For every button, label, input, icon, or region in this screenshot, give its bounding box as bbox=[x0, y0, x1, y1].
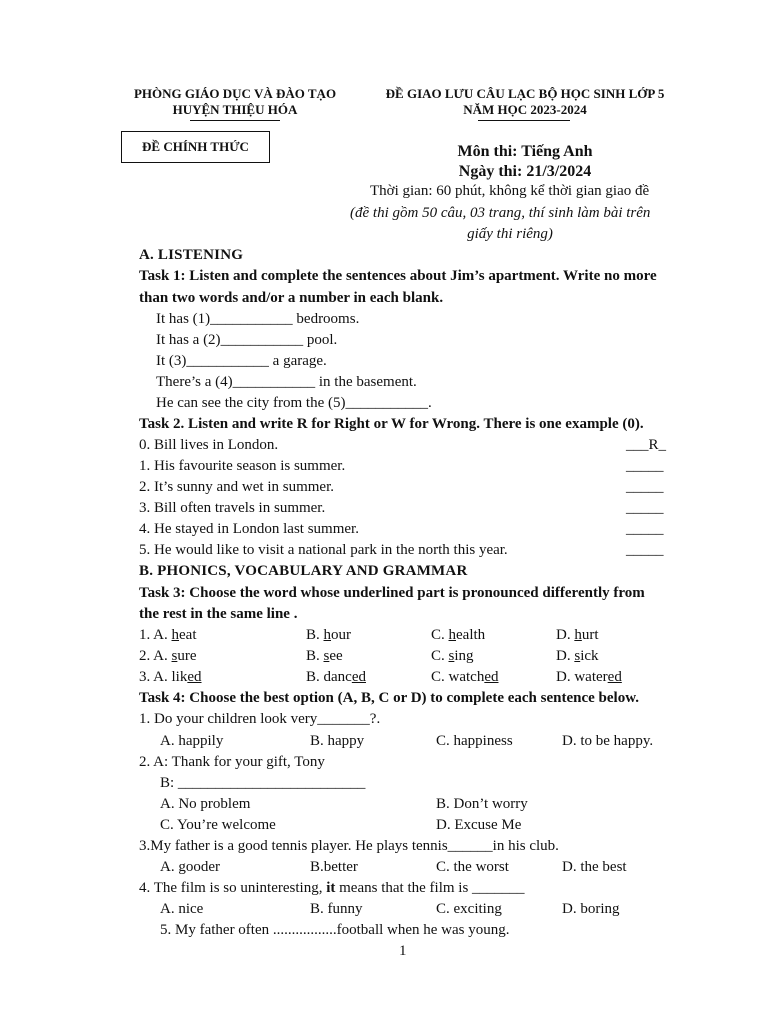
task4-q2-b-line: B: _________________________ bbox=[160, 775, 366, 791]
task2-item-3: 3. Bill often travels in summer. bbox=[139, 500, 326, 516]
task3-q2-option-b: B. see bbox=[306, 648, 343, 664]
task1-item-5: He can see the city from the (5)___________. bbox=[156, 395, 432, 411]
task4-q4-option-d: D. boring bbox=[562, 901, 620, 917]
dept-name: PHÒNG GIÁO DỤC VÀ ĐÀO TẠO bbox=[133, 86, 337, 101]
header-right-underline bbox=[478, 120, 570, 121]
task2-answer-1: _____ bbox=[626, 458, 664, 474]
task2-answer-2: _____ bbox=[626, 479, 664, 495]
task4-q2-option-b: B. Don’t worry bbox=[436, 796, 528, 812]
task2-item-2: 2. It’s sunny and wet in summer. bbox=[139, 479, 334, 495]
task4-q1-option-a: A. happily bbox=[160, 733, 224, 749]
task4-q2-option-a: A. No problem bbox=[160, 796, 251, 812]
task3-q1-option-a: 1. A. heat bbox=[139, 627, 197, 643]
task4-q3-option-a: A. gooder bbox=[160, 859, 220, 875]
task2-answer-4: _____ bbox=[626, 521, 664, 537]
task4-q3: 3.My father is a good tennis player. He plays tennis______in his club. bbox=[139, 838, 559, 854]
task3-q2-option-c: C. sing bbox=[431, 648, 474, 664]
task3-q1-option-c: C. health bbox=[431, 627, 486, 643]
section-b-title: B. PHONICS, VOCABULARY AND GRAMMAR bbox=[139, 563, 468, 579]
task2-answer-0: ___R_ bbox=[626, 437, 667, 453]
exam-date: Ngày thi: 21/3/2024 bbox=[458, 163, 592, 180]
task4-q1-option-c: C. happiness bbox=[436, 733, 513, 749]
exam-note-1: (đề thi gồm 50 câu, 03 trang, thí sinh làm bài trên bbox=[350, 205, 651, 221]
official-exam-box bbox=[121, 131, 270, 163]
exam-note-2: giấy thi riêng) bbox=[467, 226, 553, 242]
page-number: 1 bbox=[399, 943, 407, 959]
task2-answer-3: _____ bbox=[626, 500, 664, 516]
district-name: HUYỆN THIỆU HÓA bbox=[172, 102, 298, 117]
task3-q1-option-b: B. hour bbox=[306, 627, 352, 643]
task4-q1: 1. Do your children look very_______?. bbox=[139, 711, 381, 727]
task1-instruction-line1: Task 1: Listen and complete the sentences about Jim’s apartment. Write no more bbox=[139, 268, 657, 284]
section-a-title: A. LISTENING bbox=[139, 247, 244, 263]
task2-item-1: 1. His favourite season is summer. bbox=[139, 458, 346, 474]
task4-q4-option-c: C. exciting bbox=[436, 901, 502, 917]
task1-item-3: It (3)___________ a garage. bbox=[156, 353, 327, 369]
task4-q5: 5. My father often .................football when he was young. bbox=[160, 922, 510, 938]
task4-q4-option-a: A. nice bbox=[160, 901, 204, 917]
subject: Môn thi: Tiếng Anh bbox=[457, 143, 593, 160]
task2-instruction: Task 2. Listen and write R for Right or W for Wrong. There is one example (0). bbox=[139, 416, 644, 432]
school-year: NĂM HỌC 2023-2024 bbox=[463, 102, 587, 117]
task4-q4: 4. The film is so uninteresting, it means that the film is _______ bbox=[139, 880, 525, 896]
task2-item-4: 4. He stayed in London last summer. bbox=[139, 521, 359, 537]
task3-q3-option-b: B. danced bbox=[306, 669, 366, 685]
task3-q2-option-a: 2. A. sure bbox=[139, 648, 197, 664]
exam-title: ĐỀ GIAO LƯU CÂU LẠC BỘ HỌC SINH LỚP 5 bbox=[385, 86, 665, 101]
task4-q3-option-d: D. the best bbox=[562, 859, 627, 875]
task4-q2-option-d: D. Excuse Me bbox=[436, 817, 522, 833]
task4-q3-option-b: B.better bbox=[310, 859, 358, 875]
task3-q3-option-d: D. watered bbox=[556, 669, 622, 685]
task4-q1-option-b: B. happy bbox=[310, 733, 365, 749]
task3-q3-option-a: 3. A. liked bbox=[139, 669, 202, 685]
task3-q1-option-d: D. hurt bbox=[556, 627, 599, 643]
task3-instruction-line1: Task 3: Choose the word whose underlined part is pronounced differently from bbox=[139, 585, 645, 601]
official-exam-label: ĐỀ CHÍNH THỨC bbox=[142, 139, 249, 154]
task1-item-4: There’s a (4)___________ in the basement. bbox=[156, 374, 417, 390]
task1-item-2: It has a (2)___________ pool. bbox=[156, 332, 338, 348]
task4-q2-option-c: C. You’re welcome bbox=[160, 817, 276, 833]
task1-instruction-line2: than two words and/or a number in each blank. bbox=[139, 290, 444, 306]
task2-item-0: 0. Bill lives in London. bbox=[139, 437, 279, 453]
task4-q3-option-c: C. the worst bbox=[436, 859, 509, 875]
task4-q4-option-b: B. funny bbox=[310, 901, 363, 917]
task3-q3-option-c: C. watched bbox=[431, 669, 499, 685]
task1-item-1: It has (1)___________ bedrooms. bbox=[156, 311, 360, 327]
task4-q2: 2. A: Thank for your gift, Tony bbox=[139, 754, 325, 770]
task2-item-5: 5. He would like to visit a national park in the north this year. bbox=[139, 542, 508, 558]
task4-instruction: Task 4: Choose the best option (A, B, C or D) to complete each sentence below. bbox=[139, 690, 639, 706]
task3-instruction-line2: the rest in the same line . bbox=[139, 606, 298, 622]
time-limit: Thời gian: 60 phút, không kể thời gian giao đề bbox=[370, 183, 650, 199]
header-left-underline bbox=[190, 120, 280, 121]
task2-answer-5: _____ bbox=[626, 542, 664, 558]
task4-q1-option-d: D. to be happy. bbox=[562, 733, 654, 749]
task3-q2-option-d: D. sick bbox=[556, 648, 599, 664]
